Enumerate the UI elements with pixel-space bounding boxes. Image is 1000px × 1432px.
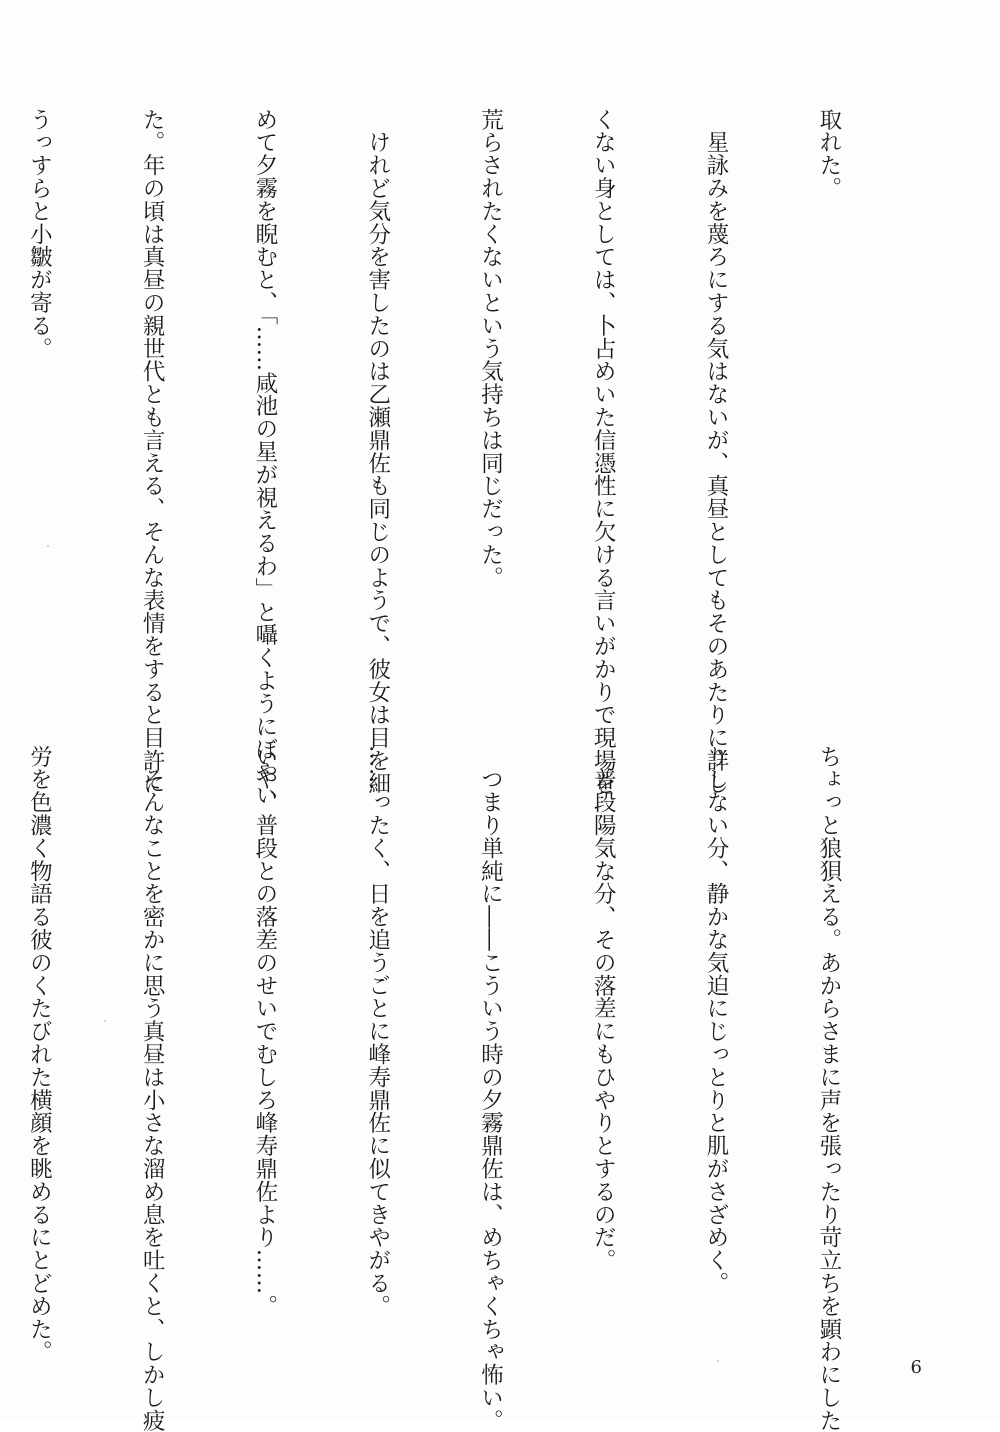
text-column: けれど気分を害したのは乙瀬鼎佐も同じのようで、彼女は目を細: [364, 108, 391, 795]
text-column: いや、普段との落差のせいでむしろ峰寿鼎佐より……。: [251, 745, 278, 1318]
page-number: 6: [910, 1357, 922, 1378]
text-column: 星詠みを蔑ろにする気はないが、真昼としてもそのあたりに詳し: [703, 108, 730, 795]
text-column: ……ったく、日を追うごとに峰寿鼎佐に似てきやがる。: [364, 745, 391, 1318]
text-column: ちょっと狼狽える。あからさまに声を張ったり苛立ちを顕わにした: [815, 745, 842, 1432]
text-column: くない身としては、卜占めいた信憑性に欠ける言いがかりで現場を: [590, 108, 617, 795]
text-column: つまり単純に――こういう時の夕霧鼎佐は、めちゃくちゃ怖い。: [477, 745, 504, 1432]
paper-speck: [47, 545, 49, 547]
text-column: 労を色濃く物語る彼のくたびれた横顔を眺めるにとどめた。: [26, 745, 53, 1364]
text-column: た。年の頃は真昼の親世代とも言える、そんな表情をすると目許に: [139, 108, 166, 795]
text-block-lower: [26, 745, 922, 1432]
text-column: 取れた。: [815, 108, 842, 200]
text-column: りしない分、静かな気迫にじっとりと肌がさざめく。: [703, 745, 730, 1295]
text-column: 普段陽気な分、その落差にもひやりとするのだ。: [590, 745, 617, 1272]
text-column: めて夕霧を睨むと、「……咸池の星が視えるわ」と囁くようにぼやい: [251, 108, 278, 807]
text-column: 荒らされたくないという気持ちは同じだった。: [477, 108, 504, 589]
text-block-upper: [26, 108, 922, 807]
paper-speck: [717, 1360, 719, 1362]
text-column: うっすらと小皺が寄る。: [26, 108, 53, 360]
paper-speck: [104, 1020, 106, 1022]
text-column: そんなことを密かに思う真昼は小さな溜め息を吐くと、しかし疲: [139, 745, 166, 1432]
